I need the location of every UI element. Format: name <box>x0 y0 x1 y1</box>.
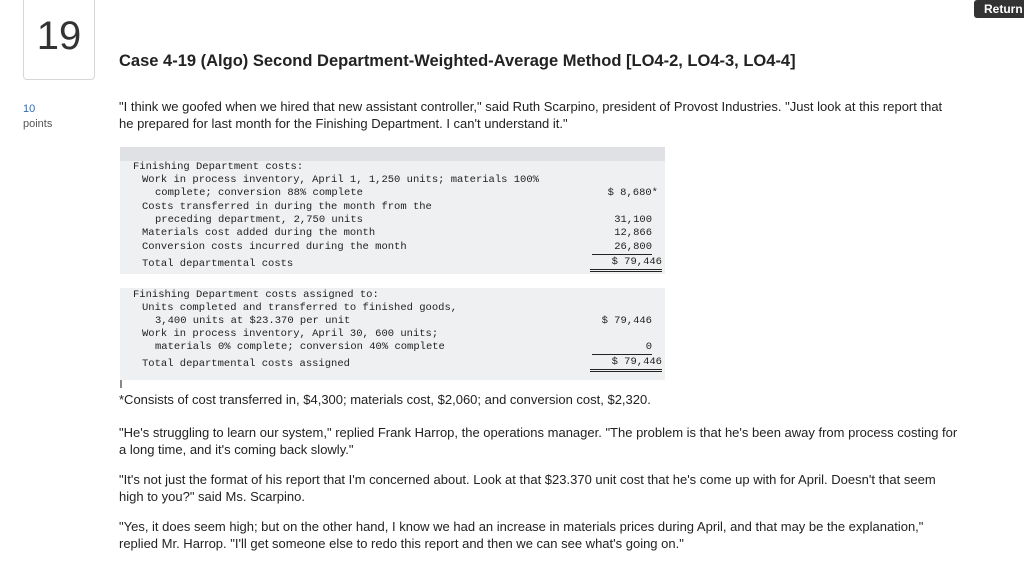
transferred-line-2: preceding department, 2,750 units <box>155 214 363 226</box>
paragraph-scarpino: "It's not just the format of his report that I'm concerned about. Look at that $23.370 unit cost that he's come up with for April. Doesn't that seem high to you?" said Ms. Scarpino. <box>119 472 936 504</box>
report-edge-mark <box>120 380 122 388</box>
intro-paragraph: "I think we goofed when we hired that new assistant controller," said Ruth Scarpino, president of Provost Industries. "Just look at this report that he prepared for last month for the Finishing Department. I can't understand it." <box>119 99 943 131</box>
ending-wip-line-1: Work in process inventory, April 30, 600 units; <box>142 328 439 340</box>
wip-line-1: Work in process inventory, April 1, 1,250 units; materials 100% <box>142 174 539 186</box>
conversion-line: Conversion costs incurred during the month <box>142 241 407 253</box>
total-assigned-line: Total departmental costs assigned <box>142 358 350 370</box>
transferred-amount: 31,100 <box>614 214 652 226</box>
points-label: points <box>23 118 53 130</box>
wip-amount: $ 8,680* <box>607 187 658 199</box>
wip-line-2: complete; conversion 88% complete <box>155 187 363 199</box>
question-title: Case 4-19 (Algo) Second Department-Weighted-Average Method [LO4-2, LO4-3, LO4-4] <box>119 52 796 70</box>
return-button[interactable]: Return <box>974 0 1024 18</box>
total-costs-amount: $ 79,446 <box>590 256 662 272</box>
costs-heading: Finishing Department costs: <box>133 161 304 173</box>
question-number: 19 <box>23 0 95 80</box>
completed-line-2: 3,400 units at $23.370 per unit <box>155 315 351 327</box>
ending-wip-line-2: materials 0% complete; conversion 40% complete <box>155 341 445 353</box>
materials-line: Materials cost added during the month <box>142 227 376 239</box>
assigned-heading: Finishing Department costs assigned to: <box>133 289 379 301</box>
completed-line-1: Units completed and transferred to finished goods, <box>142 302 458 314</box>
finishing-department-report <box>120 147 665 387</box>
points-value: 10 <box>23 103 36 115</box>
total-costs-line: Total departmental costs <box>142 258 294 270</box>
completed-amount: $ 79,446 <box>601 315 652 327</box>
materials-amount: 12,866 <box>614 227 652 239</box>
paragraph-harrop-reply: "Yes, it does seem high; but on the other hand, I know we had an increase in materials prices during April, and that may be the explanation," replied Mr. Harrop. "I'll get someone else to redo this report and then we can see what's going on." <box>119 519 924 551</box>
total-assigned-amount: $ 79,446 <box>590 356 662 372</box>
paragraph-harrop: "He's struggling to learn our system," replied Frank Harrop, the operations manager. "The problem is that he's been away from process costing for a long time, and it's coming back slowly." <box>119 425 958 457</box>
points-block <box>23 102 52 132</box>
conversion-amount: 26,800 <box>592 241 652 255</box>
report-header-band <box>120 147 665 161</box>
ending-wip-amount: 0 <box>592 341 652 355</box>
report-footnote: *Consists of cost transferred in, $4,300; materials cost, $2,060; and conversion cost, $2,320. <box>119 392 651 407</box>
transferred-line-1: Costs transferred in during the month from the <box>142 201 432 213</box>
